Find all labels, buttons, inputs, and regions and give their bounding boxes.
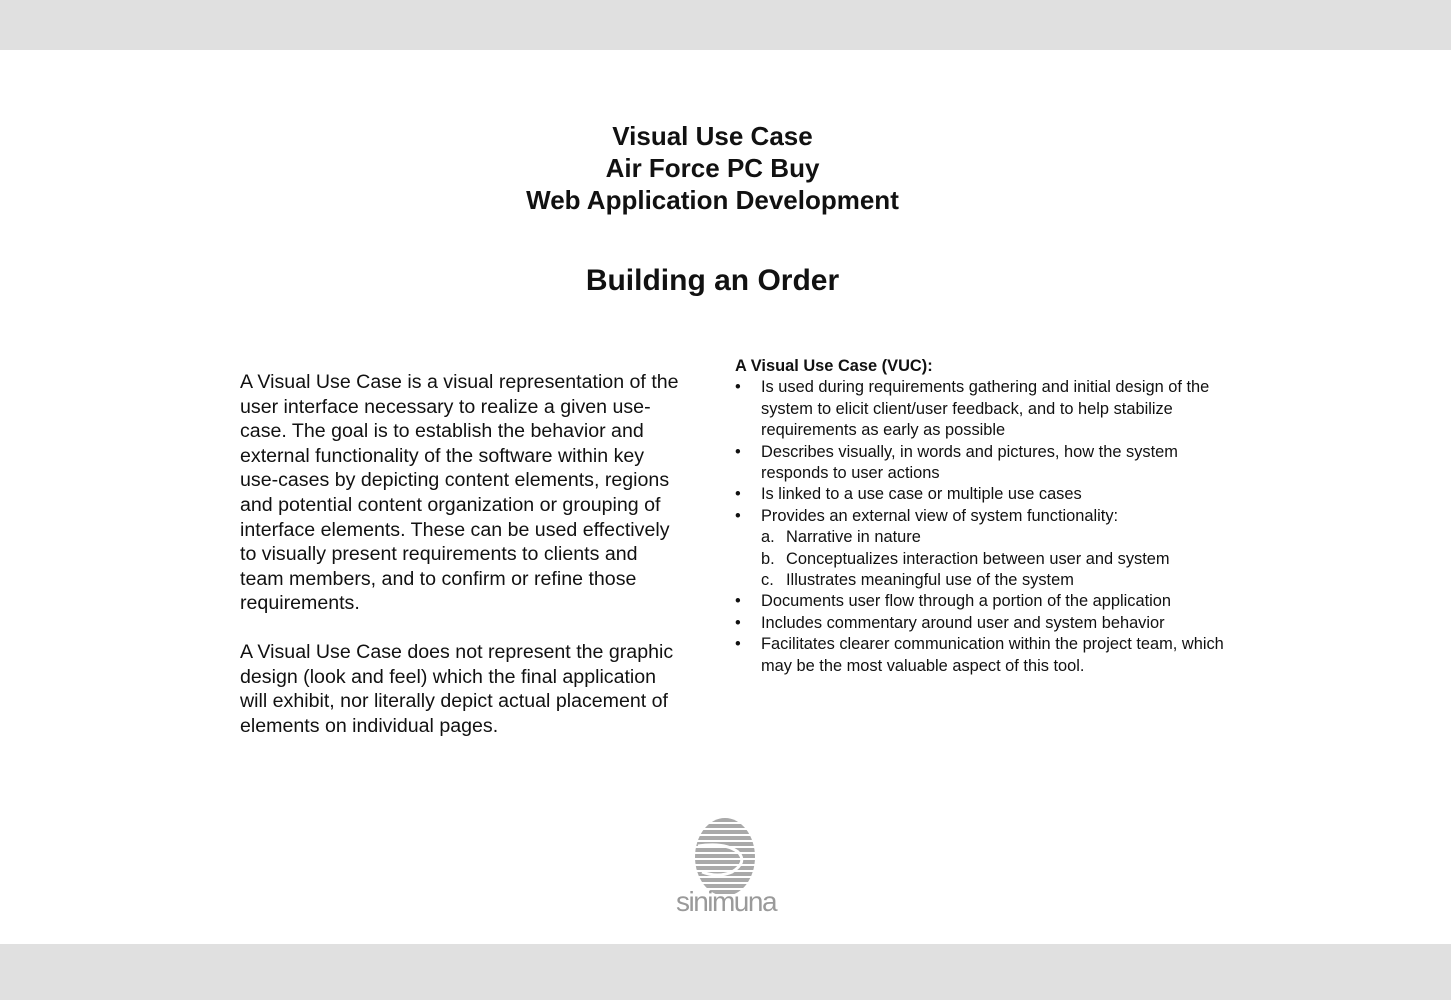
title-line-2: Air Force PC Buy [605,153,820,183]
vuc-heading: A Visual Use Case (VUC): [735,357,933,375]
intro-paragraph-1: A Visual Use Case is a visual representation of the user interface necessary to realize a given use-case. The goal is to establish the behavior and external functionality of the software within key use-cases by depicting content elements, regions and potential content organization or grouping of interface elements. These can be used effectively to visually present requirements to clients and team members, and to confirm or refine those requirements. [240,371,679,615]
document-page [0,50,1451,944]
bullet-item: • Describes visually, in words and pictures, how the system responds to user actions [735,442,1235,485]
sub-list-item: c. Illustrates meaningful use of the system [761,571,1074,590]
intro-paragraph-2: A Visual Use Case does not represent the graphic design (look and feel) which the final application will exhibit, nor literally depict actual placement of elements on individual pages. [240,640,674,737]
document-subtitle: Building an Order [585,264,840,297]
bullet-item: • Provides an external view of system functionality: [735,506,1235,527]
sub-list-item: a. Narrative in nature [761,528,921,547]
bullet-item: • Includes commentary around user and system behavior [735,613,1235,634]
bullet-item: • Is used during requirements gathering and initial design of the system to elicit client/user feedback, and to help stabilize requirements as early as possible [735,377,1235,441]
bullet-item: • Documents user flow through a portion of the application [735,591,1235,612]
bullet-item: • Facilitates clearer communication within the project team, which may be the most valuable aspect of this tool. [735,634,1235,677]
bullet-item: • Is linked to a use case or multiple use cases [735,484,1235,505]
title-line-1: Visual Use Case [612,121,813,151]
sinimuna-logo [668,816,784,920]
vuc-bullet-list [735,377,1235,527]
vuc-definition-column [735,356,1235,677]
vuc-sub-list [735,527,1235,591]
sub-list-item: b. Conceptualizes interaction between user and system [761,549,1170,568]
intro-text-column [240,370,686,762]
title-line-3: Web Application Development [526,185,899,215]
vuc-bullet-list-continued [735,591,1235,677]
logo-wordmark: sinimuna [675,886,777,917]
document-title [0,120,1425,216]
